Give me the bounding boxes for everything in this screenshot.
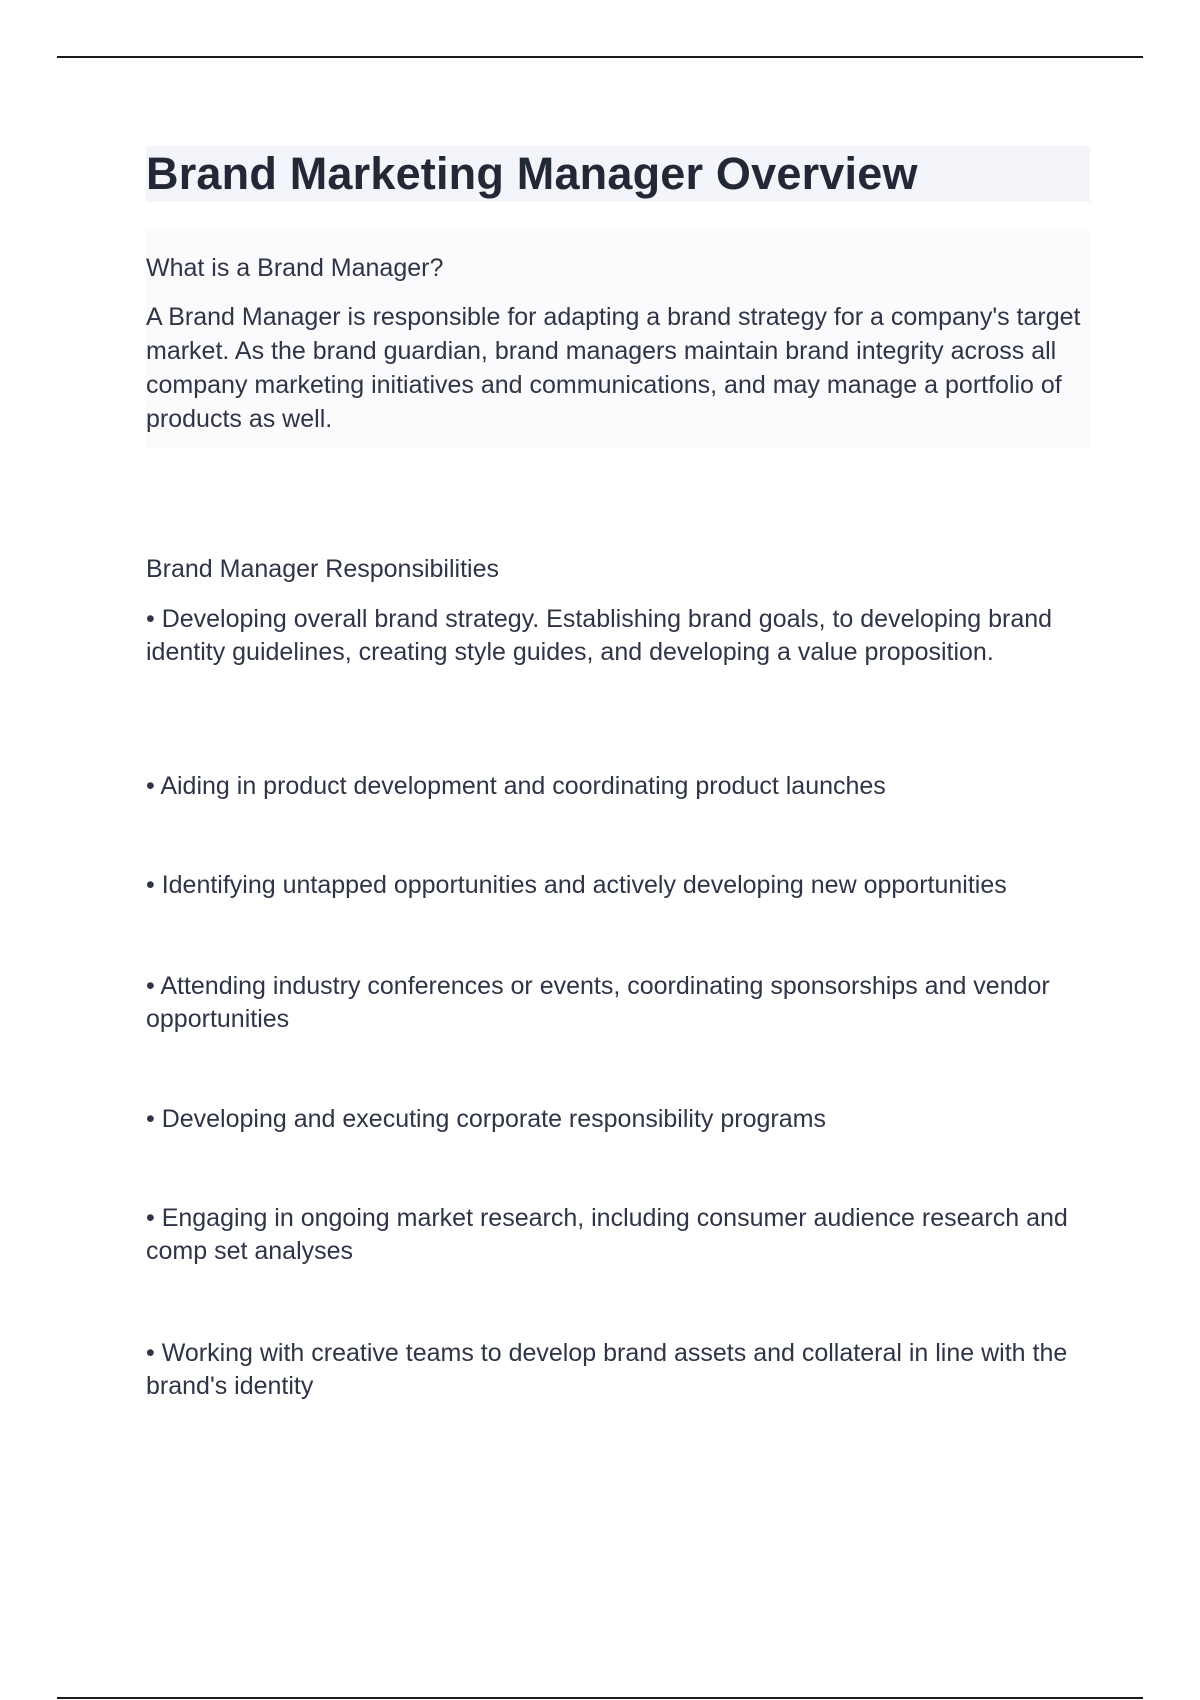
top-rule [57, 56, 1143, 58]
responsibility-item: • Working with creative teams to develop brand assets and collateral in line with the brand's identity [146, 1339, 1068, 1400]
responsibility-item: • Identifying untapped opportunities and actively developing new opportunities [146, 871, 1007, 899]
responsibility-item: • Attending industry conferences or events, coordinating sponsorships and vendor opportunities [146, 972, 1050, 1033]
bottom-rule [57, 1697, 1143, 1699]
responsibility-item: • Developing and executing corporate responsibility programs [146, 1105, 826, 1133]
responsibility-item: • Developing overall brand strategy. Establishing brand goals, to developing brand identity guidelines, creating style guides, and developing a value proposition. [146, 605, 1053, 666]
page-title: Brand Marketing Manager Overview [146, 148, 918, 199]
responsibility-item: • Aiding in product development and coordinating product launches [146, 772, 886, 800]
section1-body: A Brand Manager is responsible for adapting a brand strategy for a company's target market. As the brand guardian, brand managers maintain brand integrity across all company marketing initiatives and communications, and may manage a portfolio of products as well. [146, 303, 1081, 433]
section2-heading: Brand Manager Responsibilities [146, 555, 499, 583]
responsibility-item: • Engaging in ongoing market research, including consumer audience research and comp set analyses [146, 1204, 1068, 1265]
section1-heading: What is a Brand Manager? [146, 254, 444, 282]
